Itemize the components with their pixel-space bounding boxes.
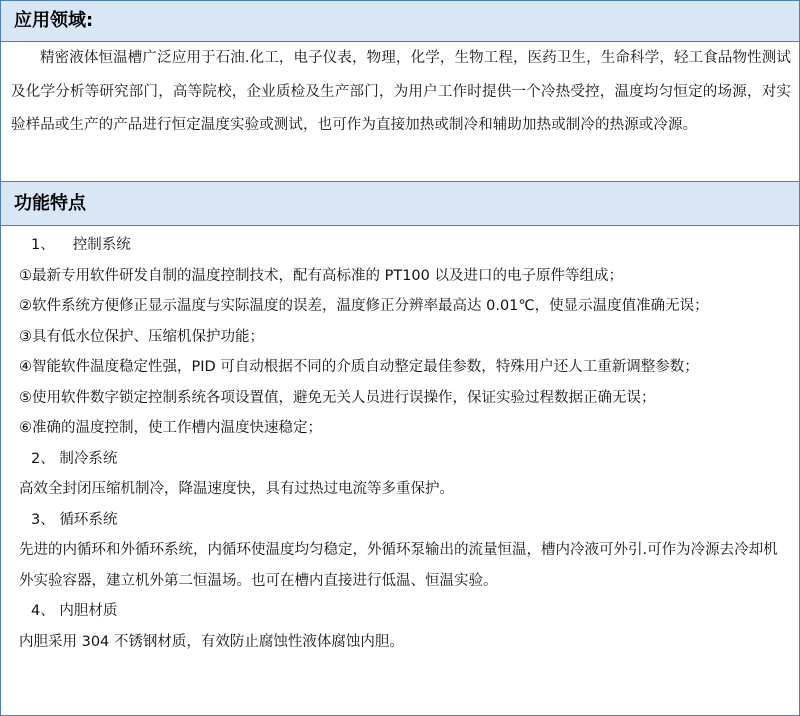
application-heading: 应用领域:: [1, 1, 799, 42]
features-heading: 功能特点: [1, 182, 799, 226]
refrigeration-heading: 2、 制冷系统: [31, 450, 118, 467]
application-text: 精密液体恒温槽广泛应用于石油.化工，电子仪表，物理，化学，生物工程，医药卫生，生命科学，轻工食品物性测试及化学分析等研究部门，高等院校，企业质检及生产部门，为用户工作时提供一个冷热受控，温度均匀恒定的场源，对实验样品或生产的产品进行恒定温度实验或测试，也可作为直接加热或制冷和辅助加热或制冷的热源或冷源。: [11, 50, 791, 133]
features-section: [1, 226, 799, 657]
control-item-3: ③具有低水位保护、压缩机保护功能；: [19, 328, 264, 345]
control-item-6: ⑥准确的温度控制，使工作槽内温度快速稳定；: [19, 420, 322, 436]
circulation-text: 先进的内循环和外循环系统，内循环使温度均匀稳定，外循环泵输出的流量恒温，槽内冷液可外引.可作为冷源去冷却机外实验容器，建立机外第二恒温场。也可在槽内直接进行低温、恒温实验。: [19, 542, 778, 589]
control-item-5: ⑤使用软件数字锁定控制系统各项设置值，避免无关人员进行误操作，保证实验过程数据正确无误；: [19, 389, 656, 406]
control-system-heading: [19, 230, 785, 261]
refrigeration-text: 高效全封闭压缩机制冷，降温速度快，具有过热过电流等多重保护。: [19, 481, 454, 497]
control-item-1: ①最新专用软件研发自制的温度控制技术，配有高标准的 PT100 以及进口的电子原件等组成；: [19, 267, 623, 284]
liner-heading: 4、 内胆材质: [31, 603, 118, 619]
circulation-heading: 3、 循环系统: [31, 511, 118, 528]
control-item-4: ④智能软件温度稳定性强，PID 可自动根据不同的介质自动整定最佳参数，特殊用户还人工重新调整参数；: [19, 359, 699, 375]
control-item-2: ②软件系统方便修正显示温度与实际温度的误差，温度修正分辨率最高达 0.01℃，使显示温度值准确无误；: [19, 298, 709, 314]
liner-text: 内胆采用 304 不锈钢材质，有效防止腐蚀性液体腐蚀内胆。: [19, 633, 404, 650]
control-system-number: 1、: [31, 237, 55, 253]
application-section: [1, 42, 799, 182]
control-system-title: 控制系统: [72, 237, 131, 253]
